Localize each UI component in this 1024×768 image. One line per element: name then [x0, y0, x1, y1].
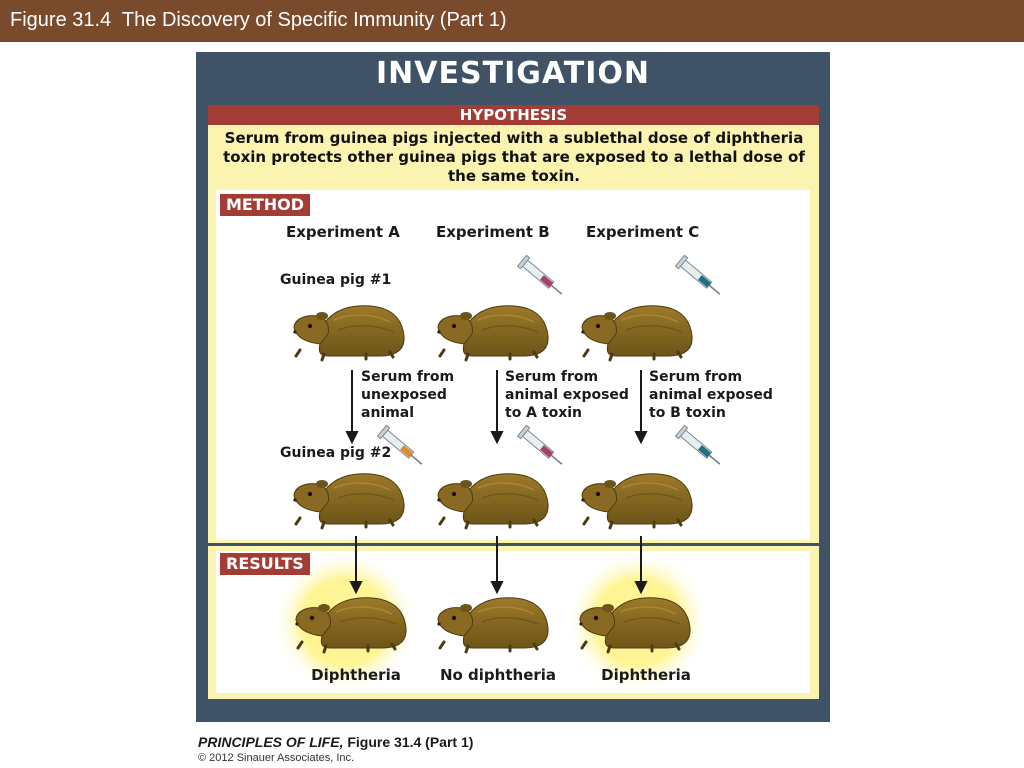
result-label-a: Diphtheria — [311, 666, 401, 684]
guinea-pig-2-a — [293, 474, 404, 528]
hypothesis-heading: HYPOTHESIS — [459, 106, 568, 124]
guinea-pig-1-a — [293, 306, 404, 360]
copyright-notice: © 2012 Sinauer Associates, Inc. — [198, 752, 355, 764]
results-heading: RESULTS — [220, 553, 310, 575]
method-heading: METHOD — [220, 194, 310, 216]
guinea-pig-2-c — [581, 474, 692, 528]
syringe-toxin-b-2 — [676, 425, 725, 469]
serum-label-b: Serum from animal exposed to A toxin — [505, 369, 629, 421]
serum-label-c: Serum from animal exposed to B toxin — [649, 369, 773, 421]
guinea-pig-1-b — [437, 306, 548, 360]
experiment-b-label: Experiment B — [436, 223, 550, 241]
figure-credit — [198, 734, 473, 750]
investigation-title: INVESTIGATION — [376, 56, 650, 91]
guinea-pig-1-c — [581, 306, 692, 360]
result-label-b: No diphtheria — [439, 666, 557, 684]
result-pig-b — [437, 598, 548, 652]
book-title: PRINCIPLES OF LIFE, — [198, 734, 344, 750]
syringe-toxin-a-1 — [518, 255, 567, 299]
syringe-toxin-a-2 — [518, 425, 567, 469]
guinea-pig-1-label: Guinea pig #1 — [280, 272, 392, 288]
serum-label-a: Serum from unexposed animal — [361, 369, 455, 421]
experiment-c-label: Experiment C — [586, 223, 700, 241]
guinea-pig-2-label: Guinea pig #2 — [280, 445, 392, 461]
slide-title: Figure 31.4 The Discovery of Specific Immunity (Part 1) — [10, 9, 507, 31]
hypothesis-text: Serum from guinea pigs injected with a sublethal dose of diphtheria toxin protects other guinea pigs that are exposed to a lethal dose of the same toxin. — [223, 129, 805, 185]
experiment-a-label: Experiment A — [286, 223, 400, 241]
guinea-pig-2-b — [437, 474, 548, 528]
figure-reference: Figure 31.4 (Part 1) — [343, 734, 474, 750]
syringe-toxin-b-1 — [676, 255, 725, 299]
result-label-c: Diphtheria — [601, 666, 691, 684]
